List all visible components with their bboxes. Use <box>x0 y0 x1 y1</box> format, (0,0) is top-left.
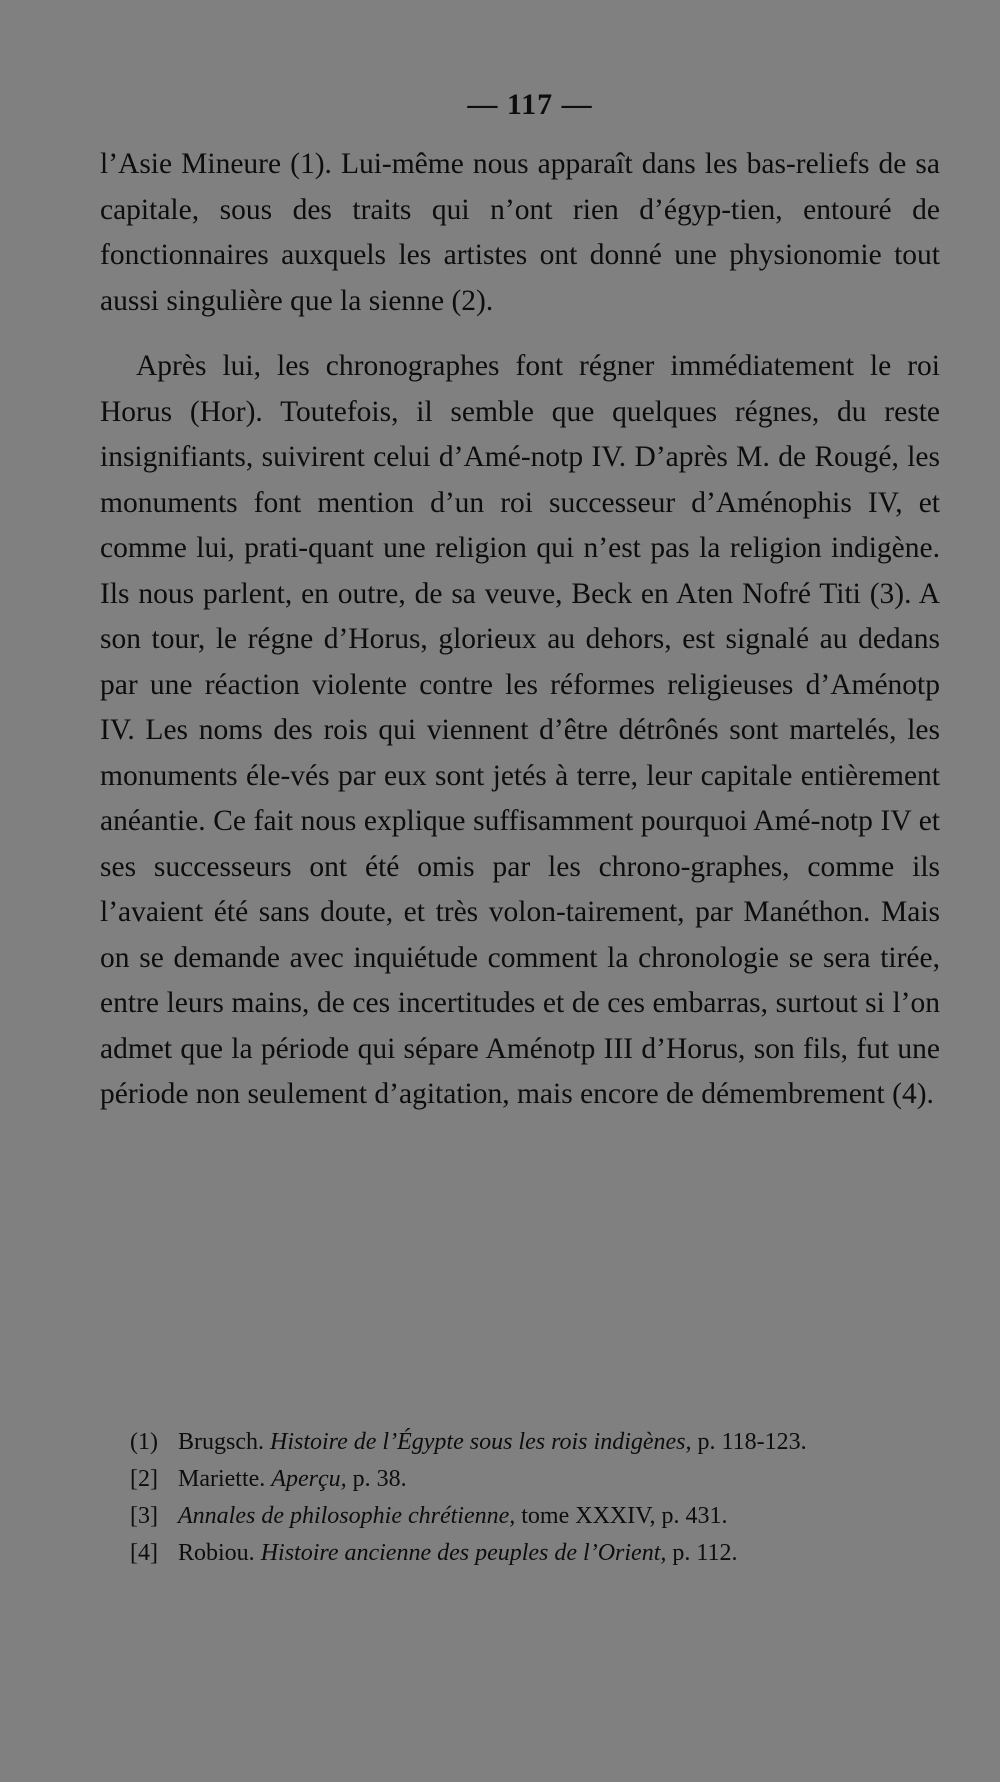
footnote-title: Annales de philosophie chrétienne, <box>178 1503 516 1529</box>
footnote-reference: p. 38. <box>352 1466 407 1492</box>
footnote-2 <box>130 1461 950 1498</box>
footnote-number: [4] <box>130 1540 158 1566</box>
footnote-reference: p. 112. <box>672 1540 738 1566</box>
footnote-number: [3] <box>130 1503 158 1529</box>
footnote-title: Aperçu, <box>271 1466 347 1492</box>
page-number: — 117 — <box>467 88 593 121</box>
footnote-author: Brugsch. <box>178 1429 264 1455</box>
page-body <box>100 88 940 1118</box>
footnote-title: Histoire ancienne des peuples de l’Orient, <box>260 1540 667 1566</box>
paragraph-2: Après lui, les chronographes font régner immédiatement le roi Horus (Hor). Toutefois, il semble que quelques régnes, du reste insignifiants, suivirent celui d’Amé-notp IV. D’après M. de Rougé, les monuments font mention d’un roi successeur d’Aménophis IV, et comme lui, prati-quant une religion qui n’est pas la religion indigène. Ils nous parlent, en outre, de sa veuve, Beck en Aten Nofré Titi (3). A son tour, le régne d’Horus, glorieux au dehors, est signalé au dedans par une réaction violente contre les réformes religieuses d’Aménotp IV. Les noms des rois qui viennent d’être détrônés sont martelés, les monuments éle-vés par eux sont jetés à terre, leur capitale entièrement anéantie. Ce fait nous explique suffisamment pourquoi Amé-notp IV et ses successeurs ont été omis par les chrono-graphes, comme ils l’avaient été sans doute, et très volon-tairement, par Manéthon. Mais on se demande avec inquiétude comment la chronologie se sera tirée, entre leurs mains, de ces incertitudes et de ces embarras, surtout si l’on admet que la période qui sépare Aménotp III d’Horus, son fils, fut une période non seulement d’agitation, mais encore de démembrement (4). <box>100 350 940 1110</box>
footnote-author: Mariette. <box>178 1466 266 1492</box>
footnotes <box>130 1424 950 1572</box>
footnote-reference: tome XXXIV, p. 431. <box>521 1503 728 1529</box>
footnote-number: (1) <box>130 1429 158 1455</box>
footnote-4 <box>130 1535 950 1572</box>
footnote-1 <box>130 1424 950 1461</box>
footnote-title: Histoire de l’Égypte sous les rois indigènes, <box>270 1429 692 1455</box>
footnote-author: Robiou. <box>178 1540 255 1566</box>
footnote-reference: p. 118-123. <box>697 1429 807 1455</box>
footnote-number: [2] <box>130 1466 158 1492</box>
paragraph-1: l’Asie Mineure (1). Lui-même nous apparaît dans les bas-reliefs de sa capitale, sous des traits qui n’ont rien d’égyp-tien, entouré de fonctionnaires auxquels les artistes ont donné une physionomie tout aussi singulière que la sienne (2). <box>100 148 940 317</box>
footnote-3 <box>130 1498 950 1535</box>
